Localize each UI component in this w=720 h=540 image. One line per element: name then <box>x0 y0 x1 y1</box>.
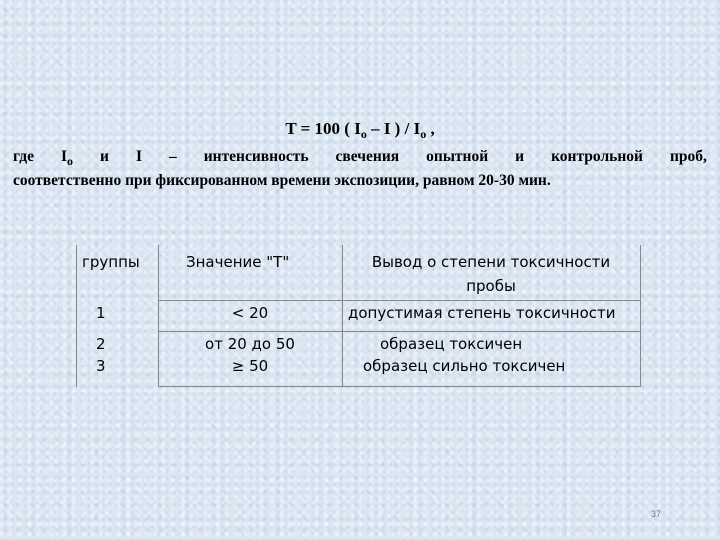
paragraph-word: $I_o$ <box>60 148 74 168</box>
paragraph-word: и <box>100 148 109 165</box>
row-1-conclusion: допустимая степень токсичности <box>348 304 616 322</box>
page-number: 37 <box>651 509 662 519</box>
table-border-right <box>640 245 641 387</box>
formula-text-end: , <box>426 119 435 138</box>
header-conclusion-line-2: пробы <box>466 277 516 295</box>
toxicity-table <box>76 245 641 387</box>
paragraph-word: контрольной <box>551 148 643 165</box>
formula-sub-1: o <box>360 127 367 141</box>
row-3-group: 3 <box>96 357 106 375</box>
table-border-left <box>76 245 77 387</box>
paragraph-line-2: соответственно при фиксированном времени экспозиции, равном 20-30 мин. <box>13 172 551 189</box>
paragraph-word: опытной <box>426 148 489 165</box>
definition-paragraph <box>13 145 707 193</box>
row-1-value: < 20 <box>231 304 269 322</box>
row-3-value: ≥ 50 <box>231 357 269 375</box>
row-2-conclusion: образец токсичен <box>380 335 523 353</box>
table-border-row-1 <box>158 331 641 332</box>
row-1-group: 1 <box>96 304 106 322</box>
paragraph-word: и <box>515 148 525 165</box>
paragraph-word: I <box>135 148 142 165</box>
formula <box>0 118 720 140</box>
formula-sub-2: o <box>420 127 427 141</box>
paragraph-word: свечения <box>335 148 400 165</box>
paragraph-word: интенсивность <box>203 148 309 165</box>
table-border-header <box>158 300 641 301</box>
paragraph-word: – <box>168 148 177 165</box>
header-conclusion-line-1: Вывод о степени токсичности <box>371 253 611 271</box>
header-group: группы <box>82 253 140 271</box>
formula-text-mid: – I ) / I <box>366 119 421 138</box>
header-value: Значение "Т" <box>186 253 290 271</box>
paragraph-line-1 <box>13 145 707 169</box>
row-2-group: 2 <box>96 335 106 353</box>
paragraph-word: где <box>13 148 34 165</box>
formula-text-start: T = 100 ( I <box>285 119 361 138</box>
paragraph-word: проб, <box>669 148 707 165</box>
row-2-value: от 20 до 50 <box>205 335 295 353</box>
table-border-bottom <box>158 386 641 387</box>
row-3-conclusion: образец сильно токсичен <box>363 357 566 375</box>
